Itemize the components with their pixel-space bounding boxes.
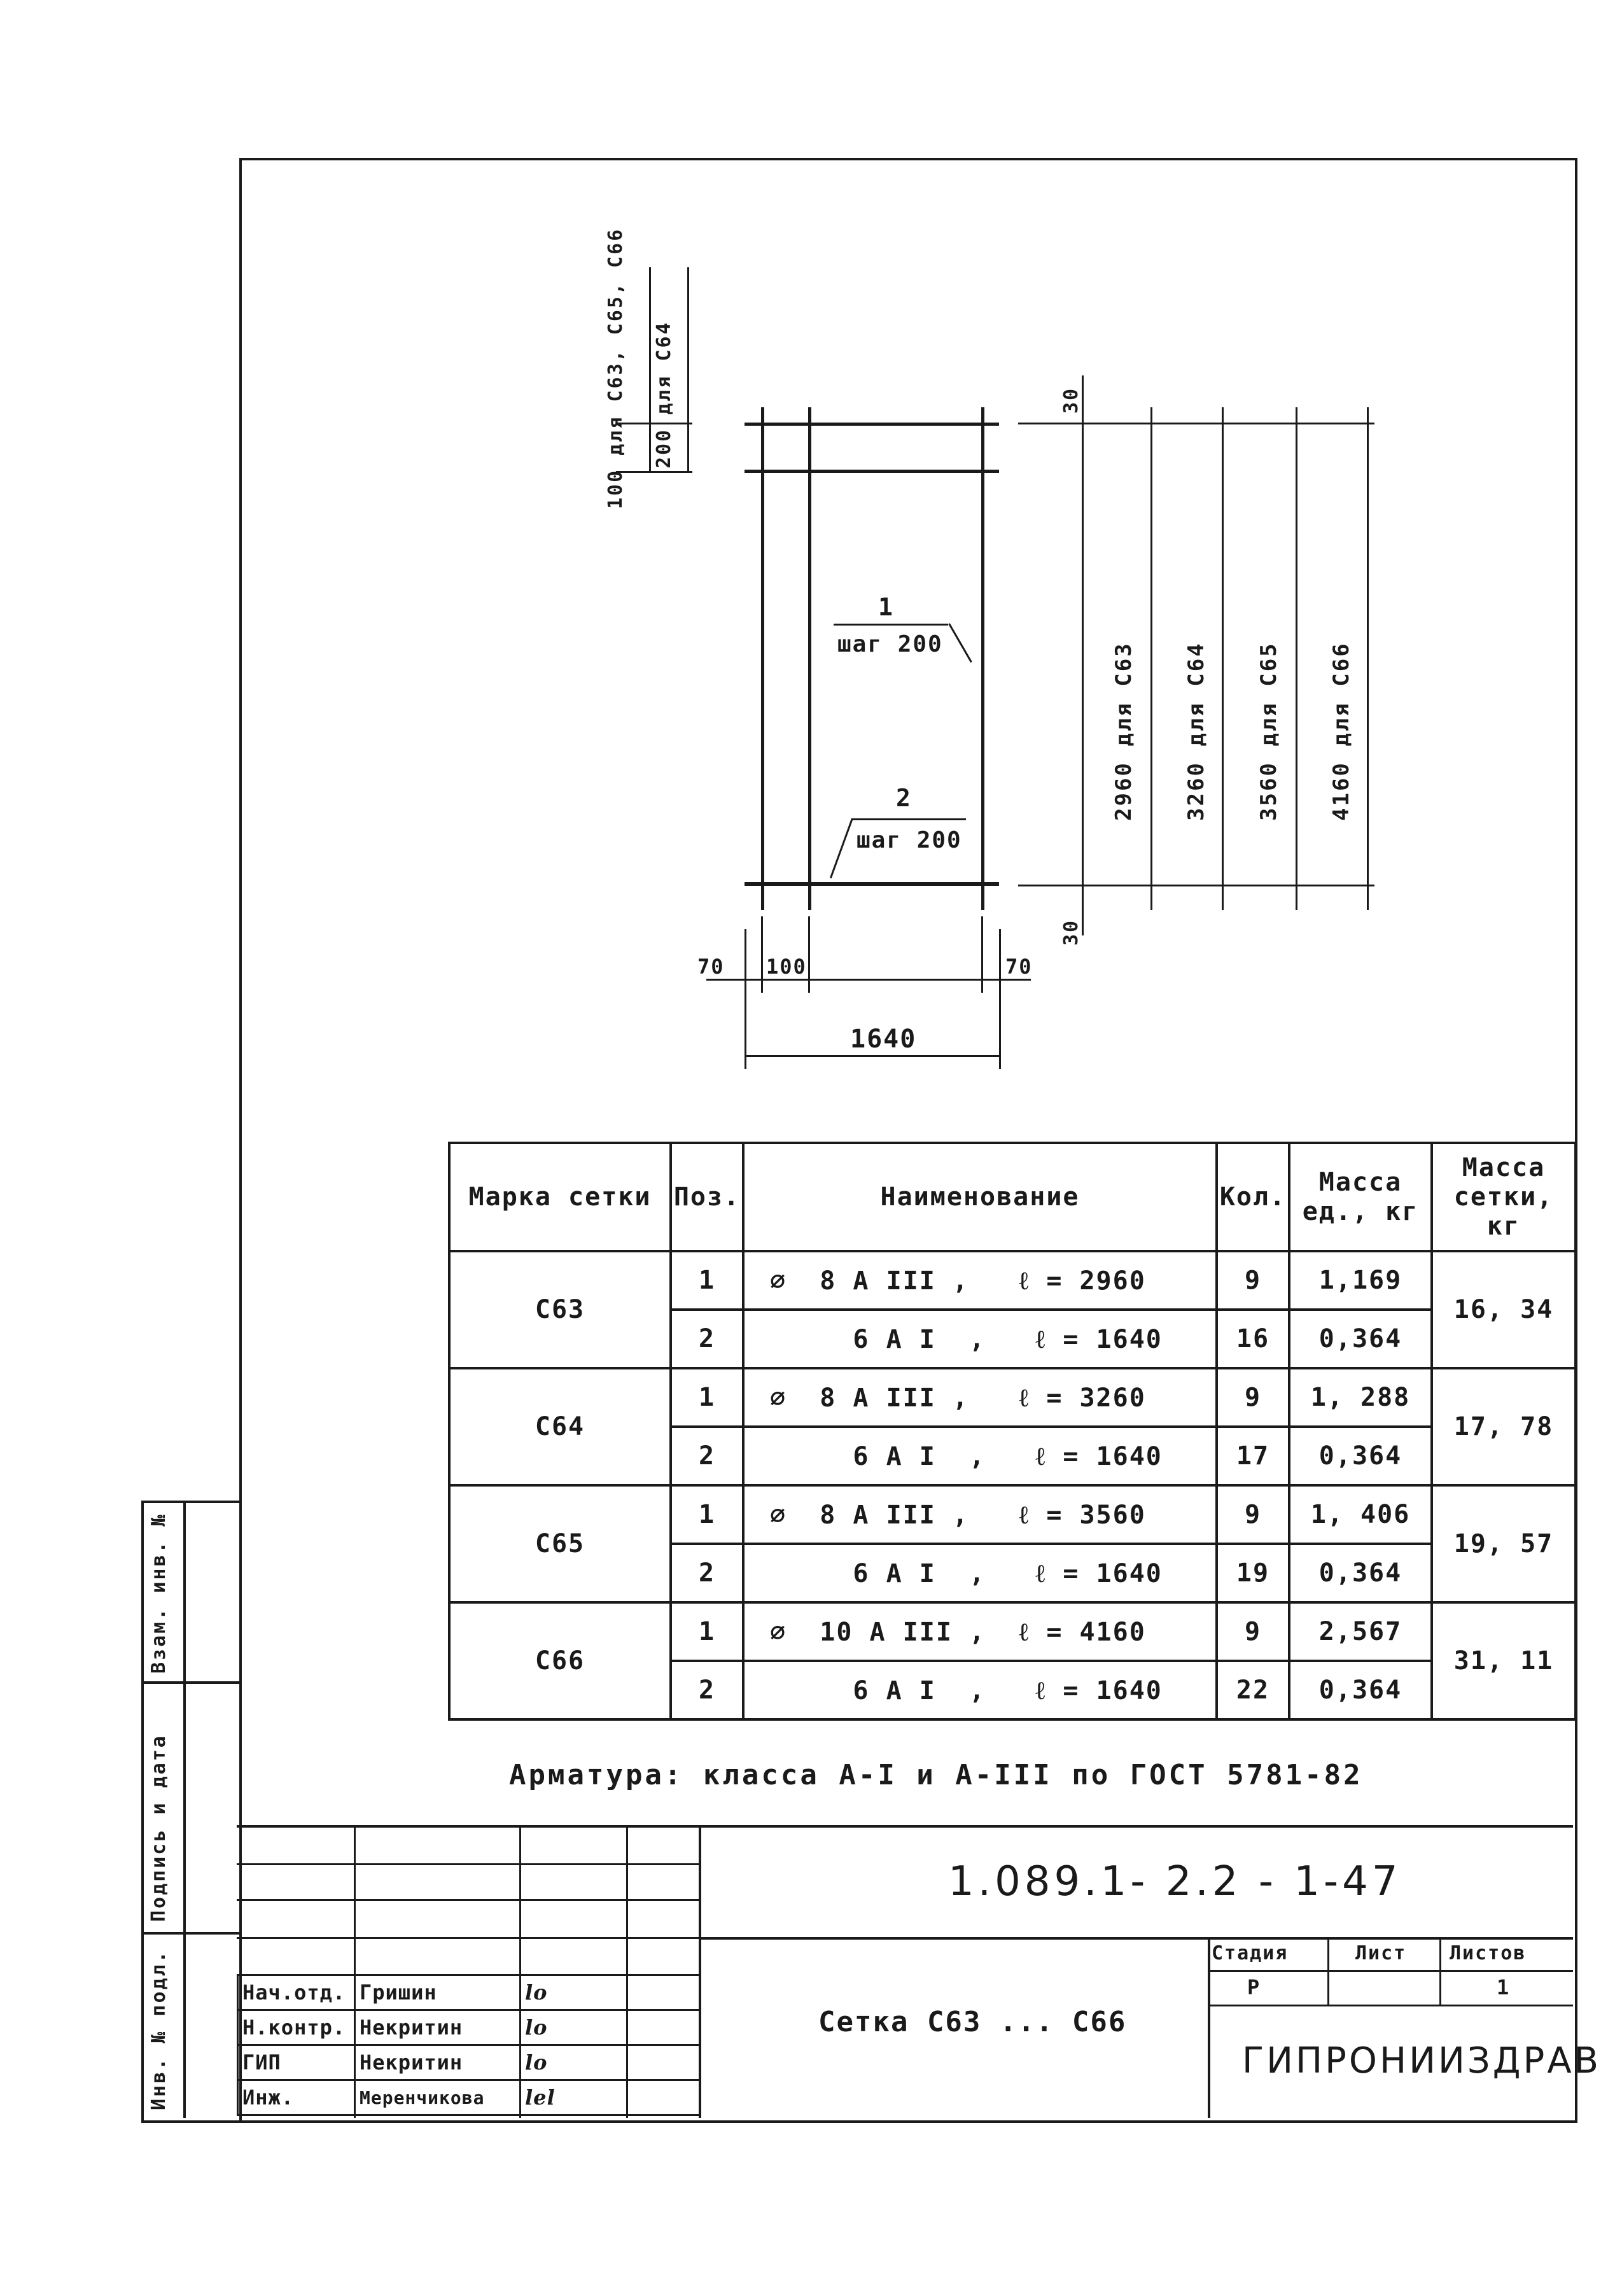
approvals-table — [237, 1974, 701, 2116]
dim-100: 100 — [766, 955, 807, 979]
cell-name: 6 А I , ℓ = 1640 — [743, 1310, 1217, 1368]
cell-unit-mass: 0,364 — [1289, 1544, 1432, 1602]
dim-30-top: 30 — [1060, 386, 1082, 414]
table-row — [449, 1368, 1576, 1427]
mesh-bar-left-2 — [808, 407, 811, 910]
stage-value: Р — [1247, 1975, 1261, 1999]
cell-unit-mass: 0,364 — [1289, 1661, 1432, 1719]
cell-name: 6 А I , ℓ = 1640 — [743, 1427, 1217, 1485]
cell-unit-mass: 1,169 — [1289, 1251, 1432, 1310]
cell-unit-mass: 0,364 — [1289, 1310, 1432, 1368]
cell-pos: 2 — [671, 1427, 743, 1485]
reinforcement-note: Арматура: класса А-I и А-III по ГОСТ 5781-82 — [509, 1759, 1363, 1791]
cell-name: ⌀ 8 А III , ℓ = 3260 — [743, 1368, 1217, 1427]
cell-name: ⌀ 10 А III , ℓ = 4160 — [743, 1602, 1217, 1661]
approval-row — [238, 1975, 700, 2010]
cell-unit-mass: 2,567 — [1289, 1602, 1432, 1661]
sheets-value: 1 — [1497, 1975, 1511, 1999]
approval-row — [238, 2010, 700, 2045]
sheet-title: Сетка С63 ... С66 — [818, 2006, 1127, 2038]
cell-name: ⌀ 8 А III , ℓ = 3560 — [743, 1485, 1217, 1544]
cell-pos: 1 — [671, 1251, 743, 1310]
side-sign-date: Подпись и дата — [148, 1734, 170, 1922]
cell-mark: С63 — [449, 1251, 671, 1368]
cell-pos: 2 — [671, 1661, 743, 1719]
dim-left-top: 100 для С63, С65, С66 — [605, 227, 627, 509]
cell-pos: 1 — [671, 1485, 743, 1544]
cell-qty: 9 — [1217, 1251, 1289, 1310]
dim-left-top-2: 200 для С64 — [653, 321, 675, 468]
cell-mark: С66 — [449, 1602, 671, 1719]
organization-name: ГИПРОНИИЗДРАВ — [1242, 2040, 1602, 2082]
dim-30-bottom: 30 — [1060, 918, 1082, 946]
approval-signature: lo — [521, 2045, 627, 2080]
header-name: Наименование — [743, 1143, 1217, 1251]
cell-unit-mass: 1, 288 — [1289, 1368, 1432, 1427]
cell-total-mass: 19, 57 — [1432, 1485, 1576, 1602]
cell-qty: 16 — [1217, 1310, 1289, 1368]
approval-row — [238, 2045, 700, 2080]
table-row — [449, 1251, 1576, 1310]
table-row — [449, 1485, 1576, 1544]
cell-total-mass: 16, 34 — [1432, 1251, 1576, 1368]
approval-role: Н.контр. — [238, 2010, 355, 2045]
approval-name: Меренчикова — [355, 2080, 521, 2115]
cell-pos: 1 — [671, 1368, 743, 1427]
approval-signature: lel — [521, 2080, 627, 2115]
cell-total-mass: 31, 11 — [1432, 1602, 1576, 1719]
header-mass-total: Масса сетки, кг — [1432, 1143, 1576, 1251]
cell-unit-mass: 1, 406 — [1289, 1485, 1432, 1544]
mesh-bar-second — [745, 470, 999, 473]
approval-role: Нач.отд. — [238, 1975, 355, 2010]
drawing-frame — [239, 158, 1577, 2123]
pitch-label-1: шаг 200 — [837, 631, 943, 657]
approval-role: Инж. — [238, 2080, 355, 2115]
stage-label: Стадия — [1212, 1942, 1289, 1964]
cell-name: 6 А I , ℓ = 1640 — [743, 1661, 1217, 1719]
cell-qty: 19 — [1217, 1544, 1289, 1602]
cell-mark: С64 — [449, 1368, 671, 1485]
dim-70-left: 70 — [697, 955, 725, 979]
dim-height-c64: 3260 для С64 — [1184, 641, 1209, 821]
approval-role: ГИП — [238, 2045, 355, 2080]
approval-name: Некритин — [355, 2045, 521, 2080]
cell-mark: С65 — [449, 1485, 671, 1602]
header-pos: Поз. — [671, 1143, 743, 1251]
document-number: 1.089.1- 2.2 - 1-47 — [948, 1858, 1402, 1905]
cell-qty: 9 — [1217, 1368, 1289, 1427]
cell-pos: 2 — [671, 1310, 743, 1368]
approval-signature: lo — [521, 2010, 627, 2045]
header-mark: Марка сетки — [449, 1143, 671, 1251]
specification-table — [448, 1142, 1577, 1721]
dim-height-c66: 4160 для С66 — [1329, 641, 1354, 821]
cell-name: ⌀ 8 А III , ℓ = 2960 — [743, 1251, 1217, 1310]
cell-pos: 1 — [671, 1602, 743, 1661]
approval-signature: lo — [521, 1975, 627, 2010]
header-qty: Кол. — [1217, 1143, 1289, 1251]
cell-qty: 9 — [1217, 1485, 1289, 1544]
mesh-bar-right — [981, 407, 984, 910]
cell-qty: 22 — [1217, 1661, 1289, 1719]
side-inv-replace: Взам. инв. № — [148, 1513, 170, 1674]
cell-pos: 2 — [671, 1544, 743, 1602]
cell-total-mass: 17, 78 — [1432, 1368, 1576, 1485]
dim-height-c63: 2960 для С63 — [1111, 641, 1136, 821]
mesh-bar-top — [745, 423, 999, 426]
pitch-label-2: шаг 200 — [856, 827, 962, 853]
mesh-bar-bottom — [745, 882, 999, 886]
mesh-bar-left — [761, 407, 764, 910]
cell-qty: 17 — [1217, 1427, 1289, 1485]
table-header-row — [449, 1143, 1576, 1251]
pitch-label-1-num: 1 — [878, 593, 894, 621]
cell-unit-mass: 0,364 — [1289, 1427, 1432, 1485]
dim-70-right: 70 — [1005, 955, 1033, 979]
approval-row — [238, 2080, 700, 2115]
side-inv-orig: Инв. № подл. — [148, 1949, 170, 2110]
header-mass-unit: Масса ед., кг — [1289, 1143, 1432, 1251]
approval-name: Некритин — [355, 2010, 521, 2045]
table-row — [449, 1602, 1576, 1661]
cell-name: 6 А I , ℓ = 1640 — [743, 1544, 1217, 1602]
dim-height-c65: 3560 для С65 — [1256, 641, 1282, 821]
pitch-label-2-num: 2 — [896, 784, 912, 812]
dim-width: 1640 — [850, 1025, 917, 1054]
approval-name: Гришин — [355, 1975, 521, 2010]
sheet-label: Лист — [1355, 1942, 1407, 1964]
cell-qty: 9 — [1217, 1602, 1289, 1661]
sheets-label: Листов — [1450, 1942, 1527, 1964]
